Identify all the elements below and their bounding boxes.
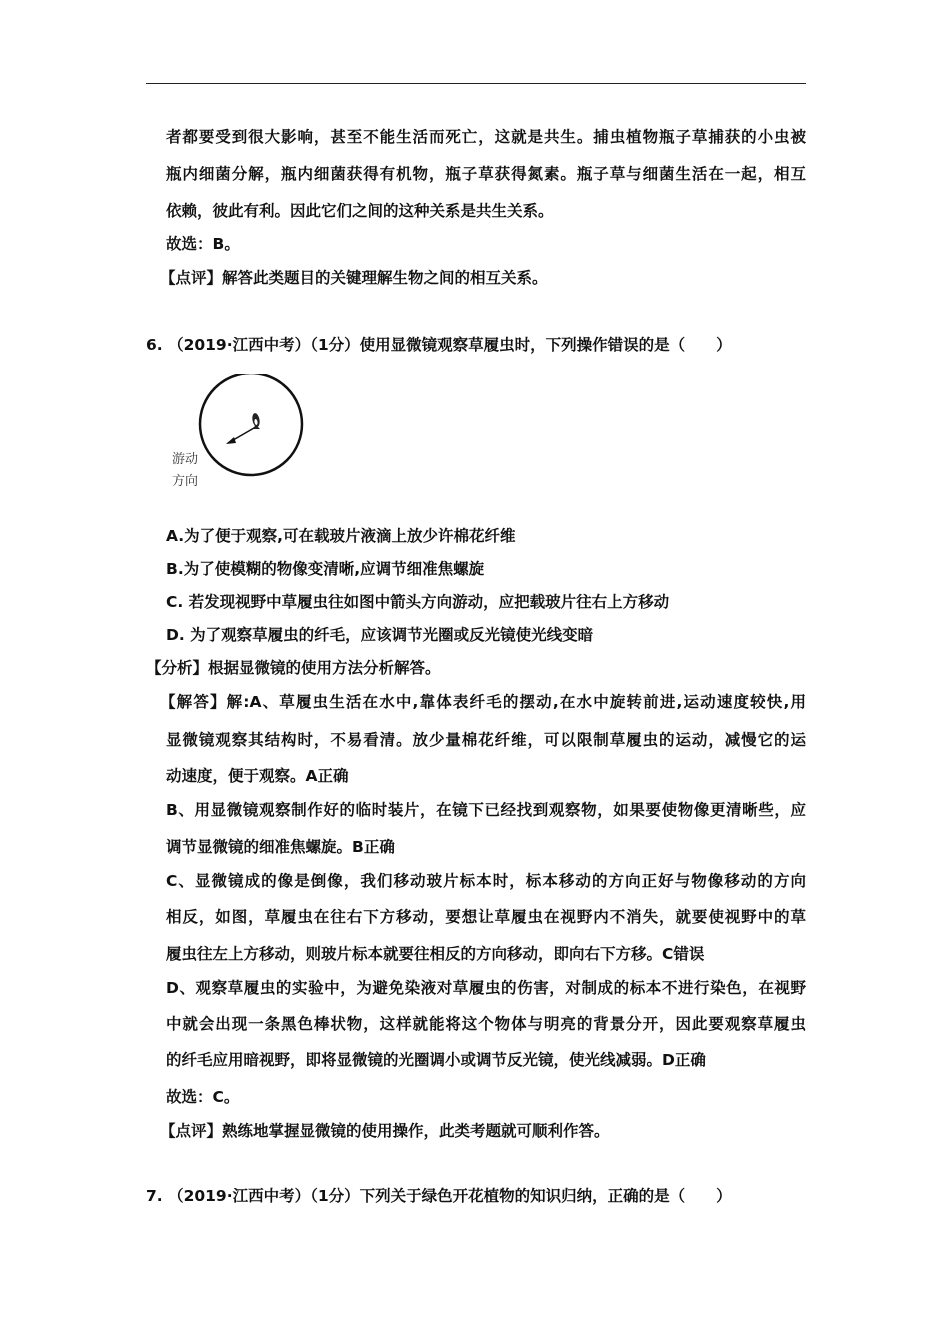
figure-label-line-2: 方向 — [172, 474, 199, 489]
q6-answer-line-3: 动速度，便于观察。A正确 — [166, 767, 349, 785]
q6-stem: 6. （2019·江西中考）（1分）使用显微镜观察草履虫时，下列操作错误的是（ ） — [146, 336, 732, 354]
q6-answer-line-2: 显微镜观察其结构时，不易看清。放少量棉花纤维，可以限制草履虫的运动，减慢它的运 — [166, 731, 806, 749]
paramecium-icon — [251, 412, 260, 429]
q6-option-d: D. 为了观察草履虫的纤毛，应该调节光圈或反光镜使光线变暗 — [166, 626, 594, 644]
q6-answer-line-6: C、显微镜成的像是倒像，我们移动玻片标本时，标本移动的方向正好与物像移动的方向 — [166, 872, 806, 890]
q6-answer-line-11: 的纤毛应用暗视野，即将显微镜的光圈调小或调节反光镜，使光线减弱。D正确 — [166, 1051, 706, 1069]
q6-answer-line-5: 调节显微镜的细准焦螺旋。B正确 — [166, 838, 395, 856]
q6-option-c: C. 若发现视野中草履虫往如图中箭头方向游动，应把载玻片往右上方移动 — [166, 593, 670, 611]
q6-answer-line-9: D、观察草履虫的实验中，为避免染液对草履虫的伤害，对制成的标本不进行染色，在视野 — [166, 979, 806, 997]
q6-answer-line-10: 中就会出现一条黑色棒状物，这样就能将这个物体与明亮的背景分开，因此要观察草履虫 — [166, 1015, 806, 1033]
q6-option-a: A.为了便于观察,可在载玻片液滴上放少许棉花纤维 — [166, 527, 516, 545]
q6-answer-line-1: 【解答】解:A、草履虫生活在水中,靠体表纤毛的摆动,在水中旋转前进,运动速度较快,用 — [160, 693, 806, 711]
q6-option-b: B.为了使模糊的物像变清晰,应调节细准焦螺旋 — [166, 560, 485, 578]
prev-comment: 【点评】解答此类题目的关键理解生物之间的相互关系。 — [160, 269, 548, 287]
prev-text-line-1: 者都要受到很大影响，甚至不能生活而死亡，这就是共生。捕虫植物瓶子草捕获的小虫被 — [166, 128, 806, 146]
figure-label-line-1: 游动 — [172, 452, 199, 467]
prev-choice: 故选：B。 — [166, 235, 240, 253]
q6-choice: 故选：C。 — [166, 1088, 240, 1106]
field-of-view-circle — [200, 374, 302, 475]
q6-analysis: 【分析】根据显微镜的使用方法分析解答。 — [146, 659, 441, 677]
q6-answer-line-8: 履虫往左上方移动，则玻片标本就要往相反的方向移动，即向右下方移。C错误 — [166, 945, 705, 963]
q6-comment: 【点评】熟练地掌握显微镜的使用操作，此类考题就可顺利作答。 — [160, 1122, 610, 1140]
q6-answer-line-4: B、用显微镜观察制作好的临时装片，在镜下已经找到观察物，如果要使物像更清晰些，应 — [166, 801, 806, 819]
prev-text-line-2: 瓶内细菌分解，瓶内细菌获得有机物，瓶子草获得氮素。瓶子草与细菌生活在一起，相互 — [166, 165, 806, 183]
header-rule — [146, 83, 806, 84]
q6-answer-line-7: 相反，如图，草履虫在往右下方移动，要想让草履虫在视野内不消失，就要使视野中的草 — [166, 908, 806, 926]
prev-text-line-3: 依赖，彼此有利。因此它们之间的这种关系是共生关系。 — [166, 202, 554, 220]
q7-stem: 7. （2019·江西中考）（1分）下列关于绿色开花植物的知识归纳，正确的是（ ） — [146, 1187, 732, 1205]
paramecium-figure — [168, 374, 308, 494]
arrow-head-icon — [226, 437, 236, 444]
